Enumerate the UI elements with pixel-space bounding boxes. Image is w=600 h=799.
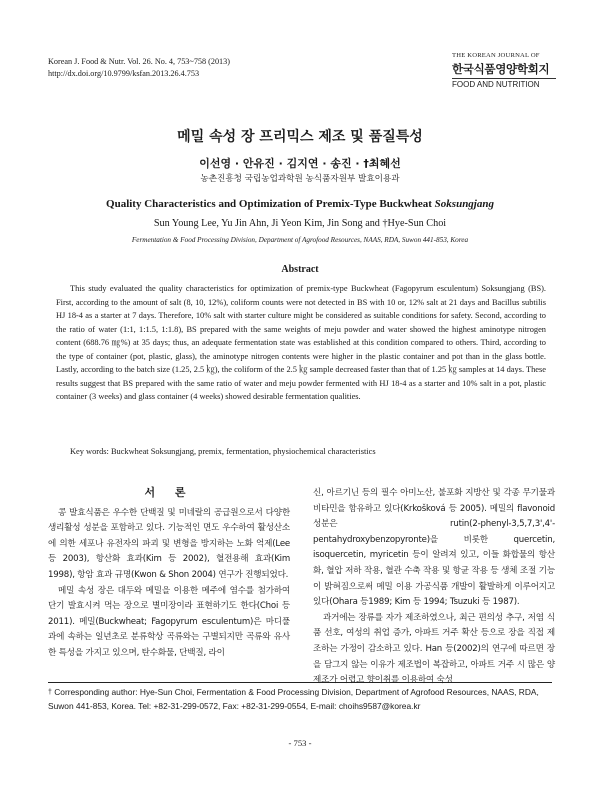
- title-english-main: Quality Characteristics and Optimization of Premix-Type Buckwheat: [106, 198, 435, 210]
- citation: Korean J. Food & Nutr. Vol. 26. No. 4, 753~758 (2013): [48, 57, 230, 66]
- footnote-corresponding-author: [48, 686, 552, 713]
- body-column-right: [313, 486, 555, 689]
- authors-english: Sun Young Lee, Yu Jin Ahn, Ji Yeon Kim, Jin Song and †Hye-Sun Choi: [153, 218, 447, 229]
- journal-name-ko: 한국식품영양학회지: [452, 62, 550, 76]
- dagger-symbol: †: [48, 689, 52, 696]
- paragraph: 과거에는 장류를 자가 제조하였으나, 최근 편의성 추구, 저염 식품 선호, 여성의 취업 증가, 아파트 거주 확산 등으로 장을 직접 제조하는 가정이 감소하고 있다. Han 등(2002)의 연구에 따르면 장을 담그지 않는 이유가 제조법이 복잡하고, 아파트 거주 시 많은 양 제조가 어렵고 향이취를 이용하여 숙성: [313, 612, 555, 686]
- page-number: - 753 -: [288, 738, 312, 748]
- journal-name-en: THE KOREAN JOURNAL OF: [452, 52, 540, 59]
- title-korean: 메밀 속성 장 프리믹스 제조 및 품질특성: [177, 129, 423, 145]
- title-english-italic: Soksungjang: [434, 198, 494, 210]
- abstract-text: This study evaluated the quality characteristics for optimization of premix-type Buckwheat (Fagopyrum esculentum) Soksungjang (BS). First, according to the amount of salt (8, 10, 12%), coliform counts were not detected in BS with 10 or, 12% salt at 21 days and Bacillus subtilis HJ 18-4 as a starter at 7 days. Therefore, 10% salt with starter culture might be considered as suitable conditions for safety. Second, according to the ratio of water (1:1, 1:1.5, 1:1.8), BS prepared with the same weights of meju powder and water showed the highest aminotype nitrogen content (688.76 ㎎%) at 35 days; thus, an adequate fermentation state was established at this condition compared to others. Third, according to the type of container (pot, plastic, glass), the aminotype nitrogen contents were higher in the plastic container and pot than in the glass bottle. Lastly, according to the batch size (1.25, 2.5 ㎏), the coliform of the 2.5 ㎏ sample decreased faster than that of 1.25 ㎏ samples at 14 days. These results suggest that BS prepared with the same ratio of water and meju powder fermented with HJ 18-4 as a starter and 10% salt in a pot, plastic container (3 weeks) and glass container (4 weeks) showed desirable fermentation qualities.: [56, 284, 546, 401]
- authors-korean: 이선영 · 안유진 · 김지연 · 송진 · †최혜선: [199, 157, 401, 170]
- affiliation-korean: 농촌진흥청 국립농업과학원 농식품자원부 발효이용과: [200, 174, 400, 184]
- citation-block: [48, 56, 230, 80]
- footnote-divider: [48, 682, 552, 683]
- affiliation-english: Fermentation & Food Processing Division, Department of Agrofood Resources, NAAS, RDA, Suwon 441-853, Korea: [131, 236, 469, 244]
- keywords: Key words: Buckwheat Soksungjang, premix, fermentation, physiochemical characteristics: [70, 447, 376, 456]
- paragraph: 콩 발효식품은 우수한 단백질 및 미네랄의 공급원으로서 다양한 생리활성 성분을 포함하고 있다. 기능적인 면도 우수하여 활성산소에 의한 세포나 유전자의 파괴 및 변형을 방지하는 노화 억제(Lee 등 2003), 항산화 효과(Kim 등 2002), 혈전용해 효과(Kim 1998), 항암 효과 규명(Kwon & Shon 2004) 연구가 진행되었다.: [48, 507, 290, 580]
- section-title-introduction: 서 론: [144, 486, 194, 499]
- title-english: [0, 198, 600, 210]
- paragraph: 메밀 속성 장은 대두와 메밀을 이용한 메주에 염수를 첨가하여 단기 발효시켜 먹는 장으로 별미장이라 표현하기도 한다(Choi 등 2011). 메밀(Buckwheat; Fagopyrum esculentum)은 마디풀과에 속하는 일년초로 분류학상 곡류와는 구별되지만 곡류와 유사한 특성을 가지고 있으며, 탄수화물, 단백질, 라이: [48, 585, 290, 658]
- doi-link[interactable]: http://dx.doi.org/10.9799/ksfan.2013.26.4.753: [48, 69, 200, 78]
- journal-logo: [452, 52, 556, 89]
- abstract-heading: Abstract: [281, 264, 319, 275]
- paragraph: 신, 아르기닌 등의 필수 아미노산, 불포화 지방산 및 각종 무기물과 비타민을 함유하고 있다(Krkošková 등 2005). 메밀의 flavonoid 성분은 rutin(2-phenyl-3,5,7,3',4'-pentahydroxybenzopyronte)을 비롯한 quercetin, isoquercetin, myricetin 등이 알려져 있고, 이들 화합물의 항산화, 혈압 저하 작용, 혈관 수축 작용 및 항균 작용 등 생체 조절 기능이 밝혀짐으로써 메밀 이용 가공식품 개발이 활발하게 이루어지고 있다(Ohara 등1989; Kim 등 1994; Tsuzuki 등 1987).: [313, 488, 555, 608]
- body-column-left: [48, 485, 290, 662]
- footnote-text: Corresponding author: Hye-Sun Choi, Fermentation & Food Processing Division, Department of Agrofood Resources, NAAS, RDA, Suwon 441-853, Korea. Tel: +82-31-299-0572, Fax: +82-31-299-0554, E-mail: choihs9587@korea.kr: [48, 687, 539, 711]
- journal-subtitle: FOOD AND NUTRITION: [452, 78, 556, 89]
